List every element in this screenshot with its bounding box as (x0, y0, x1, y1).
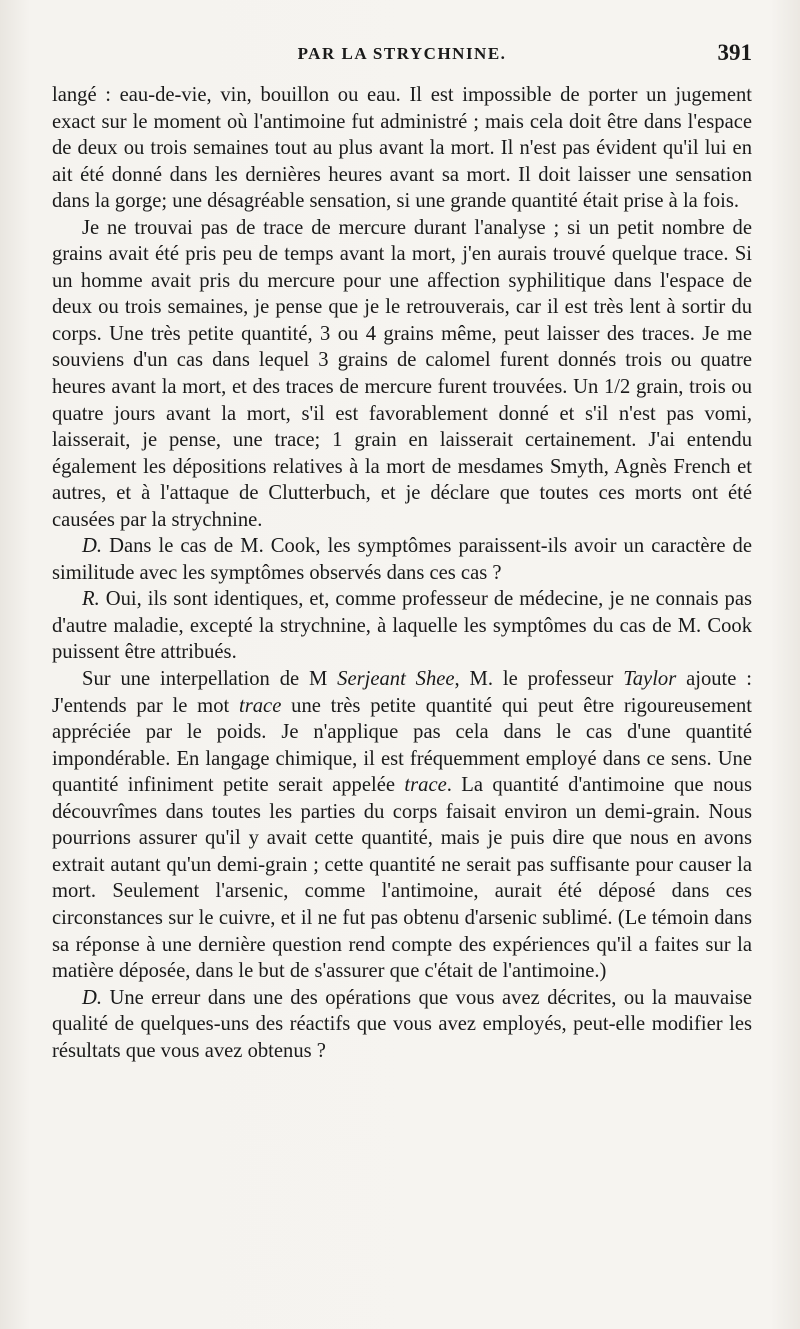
text-run: . La quantité d'antimoine que nous découvrîmes dans toutes les parties du corps faisait environ un demi-grain. Nous pourrions assurer qu'il y avait cette quantité, mais je puis dire que nous en avons extrait autant qu'un demi-grain ; cette quantité ne serait pas suffisante pour causer la mort. Seulement l'arsenic, comme l'antimoine, aurait été déposé dans ces circonstances sur le cuivre, et il ne fut pas obtenu d'arsenic sublimé. (Le témoin dans sa réponse à une dernière question rend compte des expériences qu'il a faites sur la matière déposée, dans le but de s'assurer que c'était de l'antimoine.) (52, 774, 752, 983)
text-run: Je ne trouvai pas de trace de mercure durant l'analyse ; si un petit nombre de grains avait été pris peu de temps avant la mort, j'en aurais trouvé quelque trace. Si un homme avait pris du mercure pour une affection syphilitique dans l'espace de deux ou trois semaines, je pense que je le retrouverais, car il est très lent à sortir du corps. Une très petite quantité, 3 ou 4 grains même, peut laisser des traces. Je me souviens d'un cas dans lequel 3 grains de calomel furent donnés trois ou quatre heures avant la mort, et des traces de mercure furent trouvées. Un 1/2 grain, trois ou quatre jours avant la mort, s'il est favorablement donné et s'il n'est pas vomi, laisserait, je pense, une trace; 1 grain en laisserait certainement. J'ai entendu également les dépositions relatives à la mort de mesdames Smyth, Agnès French et autres, et à l'attaque de Clutterbuch, et je déclare que toutes ces morts ont été causées par la strychnine. (52, 216, 752, 531)
text-run: , M. le professeur (454, 668, 624, 691)
body-text (52, 82, 752, 1064)
text-run: langé : eau-de-vie, vin, bouillon ou eau. Il est impossible de porter un jugement exact sur le moment où l'antimoine fut administré ; mais cela doit être dans l'espace de deux ou trois semaines tout au plus avant la mort. Il n'est pas évident qu'il lui en ait été donné dans les dernières heures avant sa mort. Il doit laisser une sensation dans la gorge; une désagréable sensation, si une grande quantité était prise à la fois. (52, 84, 752, 213)
running-header (52, 40, 752, 72)
italic-text: D. (82, 986, 103, 1009)
text-run: ajoute : J'entends par le mot (52, 668, 752, 717)
paragraph (52, 215, 752, 534)
paragraph (52, 533, 752, 586)
paragraph (52, 82, 752, 215)
italic-text: Serjeant Shee (337, 668, 455, 691)
text-run: une très petite quantité qui peut être rigoureusement appréciée par le poids. Je n'applique pas cela dans le cas d'une quantité impondérable. En langage chimique, il est fréquemment employé dans ce sens. Une quantité infiniment petite serait appelée (52, 694, 752, 797)
paragraph (52, 985, 752, 1065)
paragraph (52, 586, 752, 666)
text-run: Une erreur dans une des opérations que vous avez décrites, ou la mauvaise qualité de quelques-uns des réactifs que vous avez employés, peut-elle modifier les résultats que vous avez obtenus ? (52, 986, 752, 1062)
italic-text: trace (404, 774, 447, 797)
page-number: 391 (717, 40, 752, 65)
paragraph (52, 666, 752, 985)
text-run: Sur une interpellation de M (82, 668, 338, 691)
italic-text: Taylor (623, 668, 677, 691)
italic-text: R. (82, 588, 100, 611)
text-run: Dans le cas de M. Cook, les symptômes paraissent-ils avoir un caractère de similitude avec les symptômes observés dans ces cas ? (52, 535, 752, 584)
text-run: Oui, ils sont identiques, et, comme professeur de médecine, je ne connais pas d'autre maladie, excepté la strychnine, à laquelle les symptômes du cas de M. Cook puissent être attribués. (52, 588, 752, 664)
italic-text: trace (239, 694, 282, 717)
italic-text: D. (82, 535, 103, 558)
running-title: PAR LA STRYCHNINE. (297, 44, 507, 63)
